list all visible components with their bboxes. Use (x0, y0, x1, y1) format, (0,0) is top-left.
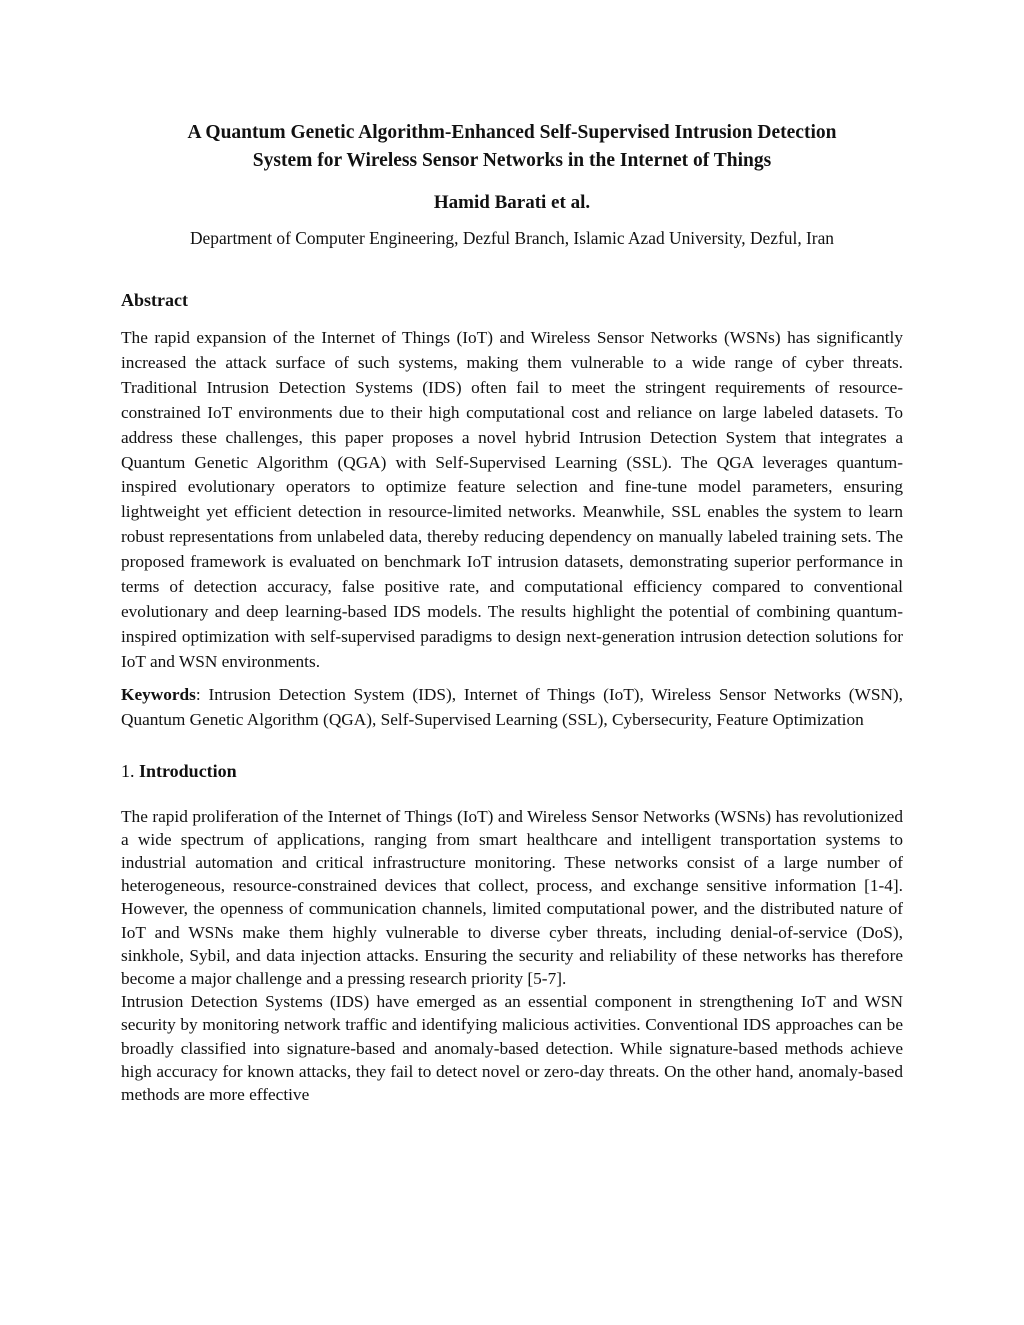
introduction-paragraph-1: The rapid proliferation of the Internet of Things (IoT) and Wireless Sensor Networks (WSNs) has revolutionized a wide spectrum of applications, ranging from smart healthcare and intelligent transportation systems to industrial automation and critical infrastructure monitoring. These networks consist of a large number of heterogeneous, resource-constrained devices that collect, process, and exchange sensitive information [1-4]. However, the openness of communication channels, limited computational power, and the distributed nature of IoT and WSNs make them highly vulnerable to diverse cyber threats, including denial-of-service (DoS), sinkhole, Sybil, and data injection attacks. Ensuring the security and reliability of these networks has therefore become a major challenge and a pressing research priority [5-7]. (121, 806, 903, 988)
paper-title-line-2: System for Wireless Sensor Networks in the Internet of Things (252, 150, 772, 171)
paper-header (121, 119, 903, 250)
introduction-title: Introduction (139, 760, 237, 781)
introduction-heading (121, 759, 903, 783)
introduction-paragraph-2: Intrusion Detection Systems (IDS) have emerged as an essential component in strengthening IoT and WSN security by monitoring network traffic and identifying malicious activities. Conventional IDS approaches can be broadly classified into signature-based and anomaly-based detection. While signature-based methods achieve high accuracy for known attacks, they fail to detect novel or zero-day threats. On the other hand, anomaly-based methods are more effective (121, 992, 903, 1104)
paper-title-line-1: A Quantum Genetic Algorithm-Enhanced Self-Supervised Intrusion Detection (187, 122, 837, 143)
introduction-section (121, 759, 903, 1107)
introduction-number: 1. (121, 760, 139, 781)
paper-affiliation: Department of Computer Engineering, Dezful Branch, Islamic Azad University, Dezful, Iran (189, 228, 835, 248)
keywords-paragraph (121, 683, 903, 733)
keywords-label: Keywords (121, 684, 196, 704)
abstract-section (121, 288, 903, 733)
abstract-text: The rapid expansion of the Internet of Things (IoT) and Wireless Sensor Networks (WSNs) has significantly increased the attack surface of such systems, making them vulnerable to a wide range of cyber threats. Traditional Intrusion Detection Systems (IDS) often fail to meet the stringent requirements of resource-constrained IoT environments due to their high computational cost and reliance on large labeled datasets. To address these challenges, this paper proposes a novel hybrid Intrusion Detection System that integrates a Quantum Genetic Algorithm (QGA) with Self-Supervised Learning (SSL). The QGA leverages quantum-inspired evolutionary operators to optimize feature selection and fine-tune model parameters, ensuring lightweight yet efficient detection in resource-limited networks. Meanwhile, SSL enables the system to learn robust representations from unlabeled data, thereby reducing dependency on manually labeled training sets. The proposed framework is evaluated on benchmark IoT intrusion datasets, demonstrating superior performance in terms of detection accuracy, false positive rate, and computational efficiency compared to conventional evolutionary and deep learning-based IDS models. The results highlight the potential of combining quantum-inspired optimization with self-supervised paradigms to design next-generation intrusion detection solutions for IoT and WSN environments. (121, 328, 903, 671)
keywords-text: : Intrusion Detection System (IDS), Internet of Things (IoT), Wireless Sensor Networks (WSN), Quantum Genetic Algorithm (QGA), Self-Supervised Learning (SSL), Cybersecurity, Feature Optimization (121, 684, 903, 729)
paper-author: Hamid Barati et al. (433, 192, 591, 213)
abstract-heading: Abstract (121, 290, 188, 310)
paper-title (121, 119, 903, 175)
